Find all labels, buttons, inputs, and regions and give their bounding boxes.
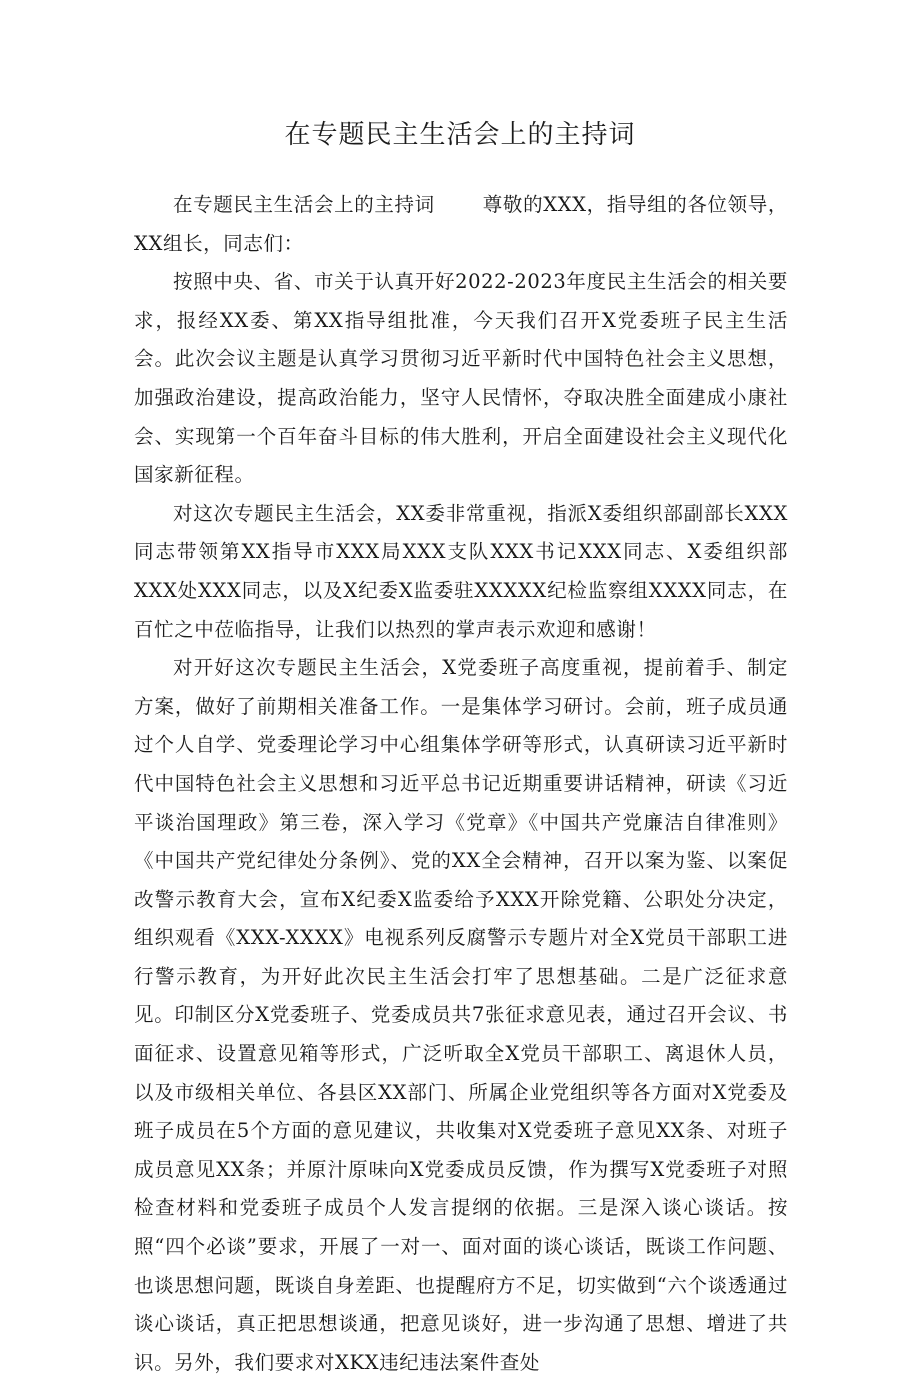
document-body xyxy=(134,186,788,1382)
body-paragraph: 对开好这次专题民主生活会，X党委班子高度重视，提前着手、制定方案，做好了前期相关准备工作。一是集体学习研讨。会前，班子成员通过个人自学、党委理论学习中心组集体学研等形式，认真研读习近平新时代中国特色社会主义思想和习近平总书记近期重要讲话精神，研读《习近平谈治国理政》第三卷，深入学习《党章》《中国共产党廉洁自律准则》《中国共产党纪律处分条例》、党的XX全会精神，召开以案为鉴、以案促改警示教育大会，宣布X纪委X监委给予XXX开除党籍、公职处分决定，组织观看《XXX-XXXX》电视系列反腐警示专题片对全X党员干部职工进行警示教育，为开好此次民主生活会打牢了思想基础。二是广泛征求意见。印制区分X党委班子、党委成员共7张征求意见表，通过召开会议、书面征求、设置意见箱等形式，广泛听取全X党员干部职工、离退休人员，以及市级相关单位、各县区XX部门、所属企业党组织等各方面对X党委及班子成员在5个方面的意见建议，共收集对X党委班子意见XX条、对班子成员意见XX条；并原汁原味向X党委成员反馈，作为撰写X党委班子对照检查材料和党委班子成员个人发言提纲的依据。三是深入谈心谈话。按照“四个必谈”要求，开展了一对一、面对面的谈心谈话，既谈工作问题、也谈思想问题，既谈自身差距、也提醒府方不足，切实做到“六个谈透通过谈心谈话，真正把思想谈通，把意见谈好，进一步沟通了思想、增进了共识。另外，我们要求对XKX违纪违法案件查处 xyxy=(134,656,788,1374)
document-title: 在专题民主生活会上的主持词 xyxy=(284,120,636,150)
opening-paragraph xyxy=(134,186,788,263)
opening-head: 在专题民主生活会上的主持词 xyxy=(173,193,435,216)
body-paragraph: 按照中央、省、市关于认真开好2022-2023年度民主生活会的相关要求，报经XX委、第XX指导组批准，今天我们召开X党委班子民主生活会。此次会议主题是认真学习贯彻习近平新时代中国特色社会主义思想，加强政治建设，提高政治能力，坚守人民情怀，夺取决胜全面建成小康社会、实现第一个百年奋斗目标的伟大胜利，开启全面建设社会主义现代化国家新征程。 xyxy=(134,270,788,487)
salutation: 尊敬的XXX，指导组的各位领导，XX组长，同志们： xyxy=(134,193,788,255)
body-paragraph: 对这次专题民主生活会，XX委非常重视，指派X委组织部副部长XXX同志带领第XX指导市XXX局XXX支队XXX书记XXX同志、X委组织部XXX处XXX同志，以及X纪委X监委驻XXXXX纪检监察组XXXX同志，在百忙之中莅临指导，让我们以热烈的掌声表示欢迎和感谢！ xyxy=(134,501,788,641)
